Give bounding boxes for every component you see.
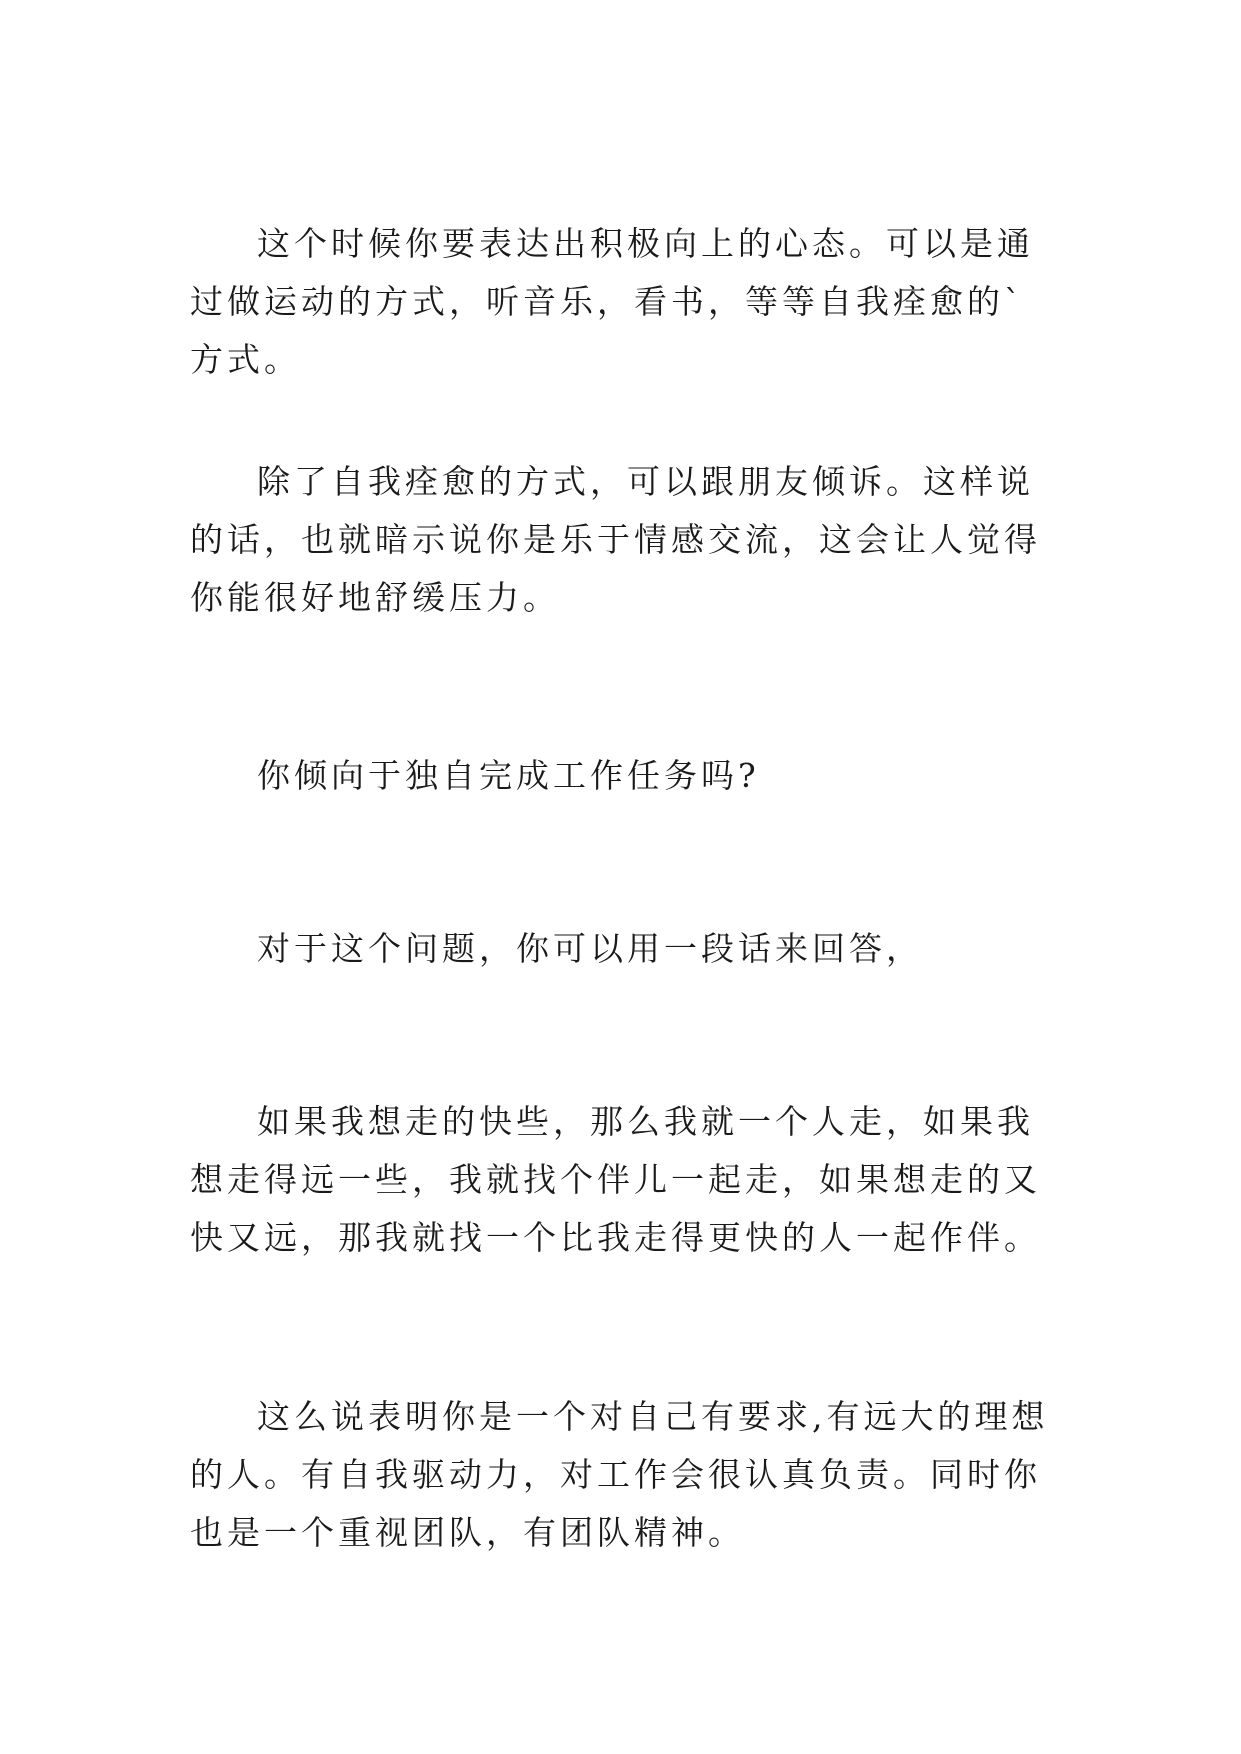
paragraph-question-work-alone: 你倾向于独自完成工作任务吗?	[257, 756, 760, 795]
paragraph-meaning: 这么说表明你是一个对自己有要求,有远大的理想的人。有自我驱动力，对工作会很认真负责。同时你也是一个重视团队，有团队精神。	[190, 1397, 1049, 1552]
paragraph-walk-quote: 如果我想走的快些，那么我就一个人走，如果我想走得远一些，我就找个伴儿一起走，如果想走的又快又远，那我就找一个比我走得更快的人一起作伴。	[190, 1102, 1041, 1257]
paragraph-confide-friends: 除了自我痊愈的方式，可以跟朋友倾诉。这样说的话，也就暗示说你是乐于情感交流，这会让人觉得你能很好地舒缓压力。	[190, 462, 1041, 617]
paragraph-positive-attitude: 这个时候你要表达出积极向上的心态。可以是通过做运动的方式，听音乐，看书，等等自我痊愈的`方式。	[190, 224, 1034, 379]
paragraph-answer-intro: 对于这个问题，你可以用一段话来回答，	[257, 929, 923, 968]
